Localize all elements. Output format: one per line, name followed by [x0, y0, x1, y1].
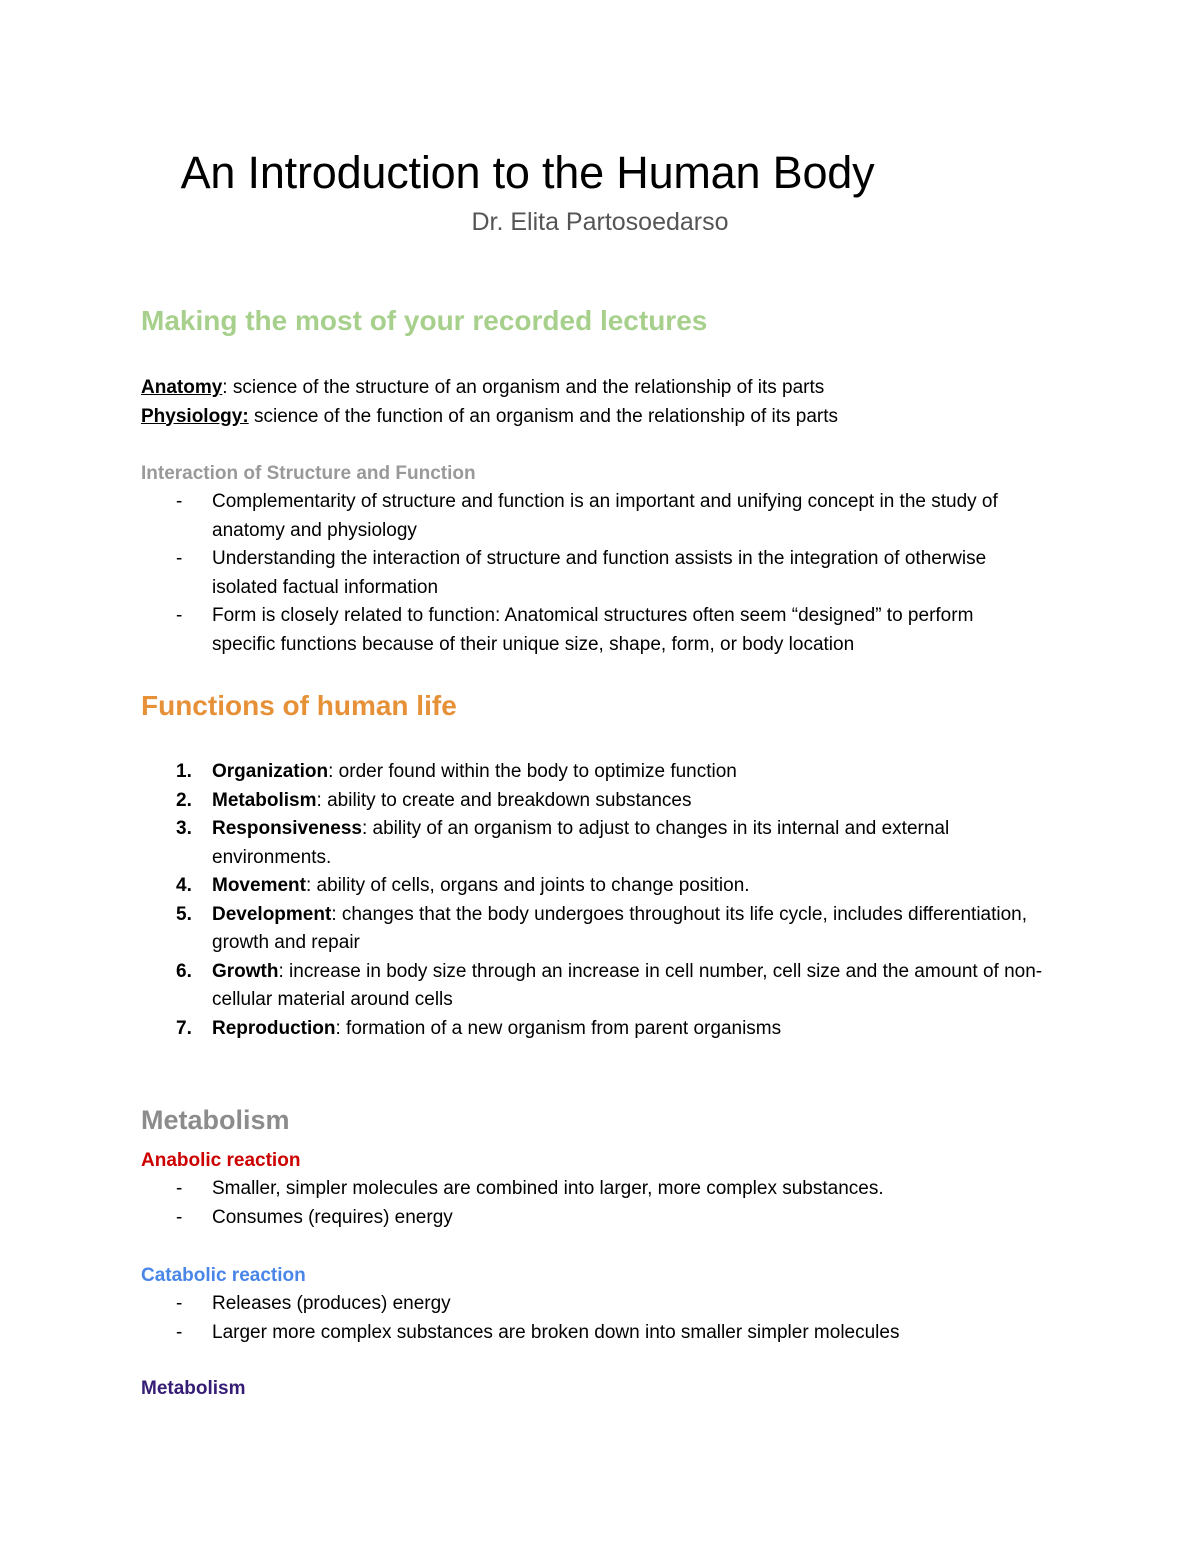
section-heading-recorded-lectures: Making the most of your recorded lectures	[141, 305, 708, 336]
list-item-text: Form is closely related to function: Anatomical structures often seem “designed” to perform specific functions because of their unique size, shape, form, or body location	[212, 605, 974, 655]
list-item	[141, 1015, 1061, 1044]
function-text: : ability of an organism to adjust to changes in its internal and external environments.	[212, 818, 950, 868]
subheading-structure-function: Interaction of Structure and Function	[141, 463, 476, 484]
list-item-text: Complementarity of structure and function is an important and unifying concept in the study of anatomy and physiology	[212, 491, 998, 541]
definition-text: science of the structure of an organism and the relationship of its parts	[232, 377, 825, 398]
list-item	[141, 758, 1061, 787]
dash-marker: -	[176, 1321, 183, 1343]
dash-marker: -	[176, 1206, 183, 1228]
functions-list-block	[141, 758, 1061, 1043]
function-text: : ability to create and breakdown substances	[316, 789, 692, 811]
document-title: An Introduction to the Human Body	[180, 147, 875, 198]
list-number: 2.	[176, 789, 192, 811]
function-term: Development	[212, 903, 332, 925]
list-item-text: Smaller, simpler molecules are combined into larger, more complex substances.	[212, 1178, 884, 1199]
subheading-anabolic: Anabolic reaction	[141, 1150, 301, 1171]
section-functions-of-life	[141, 689, 1081, 723]
function-text: : formation of a new organism from parent organisms	[335, 1017, 782, 1039]
list-item-text: Consumes (requires) energy	[212, 1206, 453, 1228]
catabolic-list	[141, 1290, 1081, 1347]
list-item	[141, 872, 1061, 901]
definition-separator: :	[222, 377, 233, 398]
section-heading-metabolism: Metabolism	[141, 1105, 290, 1135]
function-text: : changes that the body undergoes throughout its life cycle, includes differentiation, growth and repair	[212, 903, 1028, 953]
dash-marker: -	[176, 1293, 183, 1314]
list-item	[141, 787, 1061, 816]
list-item-text: Releases (produces) energy	[212, 1293, 451, 1314]
list-item	[141, 901, 1061, 958]
list-item	[141, 1290, 1081, 1319]
list-number: 4.	[176, 875, 192, 896]
subheading-metabolism: Metabolism	[141, 1378, 246, 1399]
anabolic-block	[141, 1147, 1081, 1232]
definition-anatomy	[141, 374, 1081, 403]
structure-function-list	[141, 488, 1041, 659]
section-heading-functions-of-life: Functions of human life	[141, 690, 457, 721]
function-text: : order found within the body to optimize function	[328, 761, 737, 782]
dash-marker: -	[176, 605, 183, 626]
dash-marker: -	[176, 1178, 183, 1199]
list-item	[141, 1319, 1081, 1348]
structure-function-block	[141, 460, 1041, 659]
list-number: 3.	[176, 818, 192, 839]
definitions	[141, 374, 1081, 431]
catabolic-block	[141, 1262, 1081, 1347]
anabolic-list	[141, 1175, 1081, 1232]
list-item	[141, 1204, 1081, 1233]
list-item	[141, 545, 1041, 602]
function-term: Reproduction	[212, 1017, 336, 1039]
list-number: 7.	[176, 1017, 192, 1039]
list-item	[141, 1175, 1081, 1204]
list-number: 5.	[176, 903, 192, 925]
subheading-catabolic: Catabolic reaction	[141, 1265, 306, 1286]
section-metabolism	[141, 1103, 1081, 1137]
metabolism-sub-block	[141, 1375, 1081, 1403]
dash-marker: -	[176, 548, 183, 569]
function-term: Movement	[212, 875, 306, 896]
function-term: Metabolism	[212, 789, 317, 811]
function-term: Growth	[212, 960, 279, 982]
list-item	[141, 815, 1061, 872]
list-item	[141, 602, 1041, 659]
list-number: 1.	[176, 761, 192, 782]
definition-term: Anatomy	[141, 377, 223, 398]
list-item	[141, 488, 1041, 545]
function-term: Responsiveness	[212, 818, 362, 839]
definition-text: science of the function of an organism and the relationship of its parts	[253, 405, 839, 427]
functions-list	[141, 758, 1061, 1043]
list-item-text: Larger more complex substances are broken down into smaller simpler molecules	[212, 1321, 900, 1343]
section-recorded-lectures	[141, 304, 1081, 338]
function-text: : increase in body size through an increase in cell number, cell size and the amount of non-cellular material around cells	[212, 960, 1043, 1010]
definition-physiology	[141, 403, 1081, 432]
list-item-text: Understanding the interaction of structure and function assists in the integration of otherwise isolated factual information	[212, 548, 987, 598]
list-number: 6.	[176, 960, 192, 982]
function-term: Organization	[212, 761, 329, 782]
list-item	[141, 958, 1061, 1015]
function-text: : ability of cells, organs and joints to change position.	[305, 875, 750, 896]
dash-marker: -	[176, 491, 183, 512]
definition-term: Physiology:	[141, 405, 249, 427]
document-author: Dr. Elita Partosoedarso	[471, 208, 729, 236]
